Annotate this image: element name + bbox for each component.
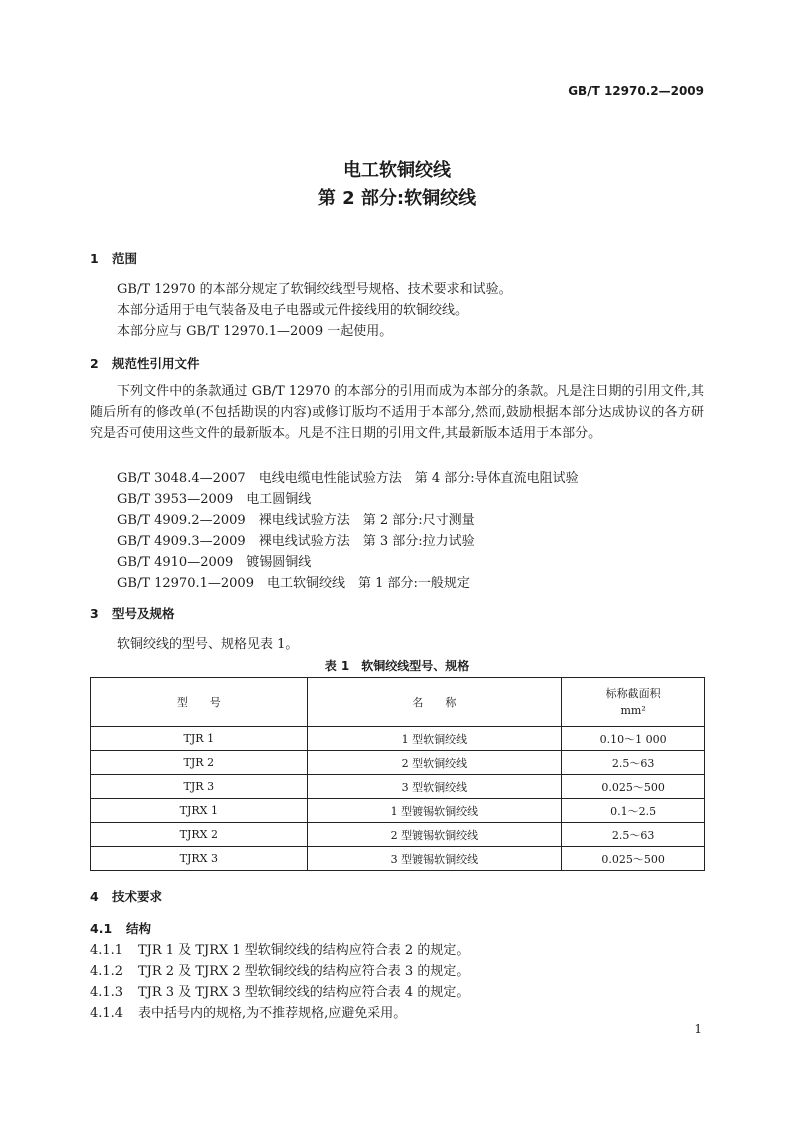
model-cell: TJRX 2 [91,823,308,847]
table-row [91,847,705,871]
header-area [562,678,705,727]
document-title: 电工软铜绞线 [343,160,451,181]
area-cell: 2.5～63 [562,823,705,847]
clause-item [90,981,469,1000]
reference-item: GB/T 4909.3—2009 裸电线试验方法 第 3 部分:拉力试验 [117,534,475,549]
header-area-label: 标称截面积 [605,687,661,700]
subsection-4-1-heading [90,919,151,937]
section-number: 2 [90,356,99,371]
area-cell: 0.1～2.5 [562,799,705,823]
scope-line: 本部分适用于电气装备及电子电器或元件接线用的软铜绞线。 [117,303,469,318]
section-title: 技术要求 [112,889,163,904]
model-cell: TJRX 3 [91,847,308,871]
name-cell: 1 型镀锡软铜绞线 [307,799,562,823]
area-cell: 2.5～63 [562,751,705,775]
model-cell: TJR 2 [91,751,308,775]
model-cell: TJRX 1 [91,799,308,823]
table-row [91,775,705,799]
references-paragraph: 下列文件中的条款通过 GB/T 12970 的本部分的引用而成为本部分的条款。凡是注日期的引用文件,其随后所有的修改单(不包括勘误的内容)或修订版均不适用于本部分,然而,鼓励根据本部分达成协议的各方研究是否可使用这些文件的最新版本。凡是不注日期的引用文件,其最新版本适用于本部分。 [90,384,704,441]
section-title: 型号及规格 [112,606,175,621]
specs-table [90,677,705,871]
header-name: 名 称 [307,678,562,727]
reference-item: GB/T 3048.4—2007 电线电缆电性能试验方法 第 4 部分:导体直流电阻试验 [117,471,579,486]
name-cell: 3 型软铜绞线 [307,775,562,799]
table-header-row [91,678,705,727]
section-number: 1 [90,251,99,266]
clause-number: 4.1.2 [90,964,124,979]
table-row [91,799,705,823]
clause-text: TJR 2 及 TJRX 2 型软铜绞线的结构应符合表 3 的规定。 [138,964,470,979]
section-number: 3 [90,606,99,621]
table-row [91,751,705,775]
section-1-heading [90,249,137,267]
document-subtitle: 第 2 部分:软铜绞线 [317,188,477,209]
clause-item [90,1002,406,1021]
table-intro: 软铜绞线的型号、规格见表 1。 [117,637,299,652]
clause-item [90,960,469,979]
clause-item [90,939,469,958]
area-cell: 0.025～500 [562,775,705,799]
header-area-unit: mm² [620,704,646,717]
reference-item: GB/T 3953—2009 电工圆铜线 [117,492,312,507]
header-model: 型 号 [91,678,308,727]
table-caption: 表 1 软铜绞线型号、规格 [324,659,470,673]
section-title: 范围 [112,251,138,266]
reference-item: GB/T 4909.2—2009 裸电线试验方法 第 2 部分:尺寸测量 [117,513,475,528]
scope-line: GB/T 12970 的本部分规定了软铜绞线型号规格、技术要求和试验。 [117,282,512,297]
table-row [91,823,705,847]
clause-text: TJR 3 及 TJRX 3 型软铜绞线的结构应符合表 4 的规定。 [138,985,470,1000]
table-row [91,727,705,751]
section-number: 4 [90,889,99,904]
clause-text: 表中括号内的规格,为不推荐规格,应避免采用。 [138,1006,407,1021]
section-2-heading [90,354,200,372]
clause-text: TJR 1 及 TJRX 1 型软铜绞线的结构应符合表 2 的规定。 [138,943,470,958]
section-3-heading [90,604,175,622]
clause-number: 4.1.3 [90,985,124,1000]
standard-code: GB/T 12970.2—2009 [568,84,704,98]
reference-item: GB/T 4910—2009 镀锡圆铜线 [117,555,312,570]
section-title: 规范性引用文件 [112,356,200,371]
subsection-number: 4.1 [90,921,113,936]
section-4-heading [90,887,162,905]
model-cell: TJR 3 [91,775,308,799]
name-cell: 2 型软铜绞线 [307,751,562,775]
name-cell: 3 型镀锡软铜绞线 [307,847,562,871]
area-cell: 0.10～1 000 [562,727,705,751]
page-number: 1 [694,1022,702,1036]
scope-line: 本部分应与 GB/T 12970.1—2009 一起使用。 [117,324,393,339]
subsection-title: 结构 [126,921,152,936]
clause-number: 4.1.4 [90,1006,124,1021]
name-cell: 1 型软铜绞线 [307,727,562,751]
area-cell: 0.025～500 [562,847,705,871]
clause-number: 4.1.1 [90,943,124,958]
reference-item: GB/T 12970.1—2009 电工软铜绞线 第 1 部分:一般规定 [117,576,470,591]
model-cell: TJR 1 [91,727,308,751]
name-cell: 2 型镀锡软铜绞线 [307,823,562,847]
